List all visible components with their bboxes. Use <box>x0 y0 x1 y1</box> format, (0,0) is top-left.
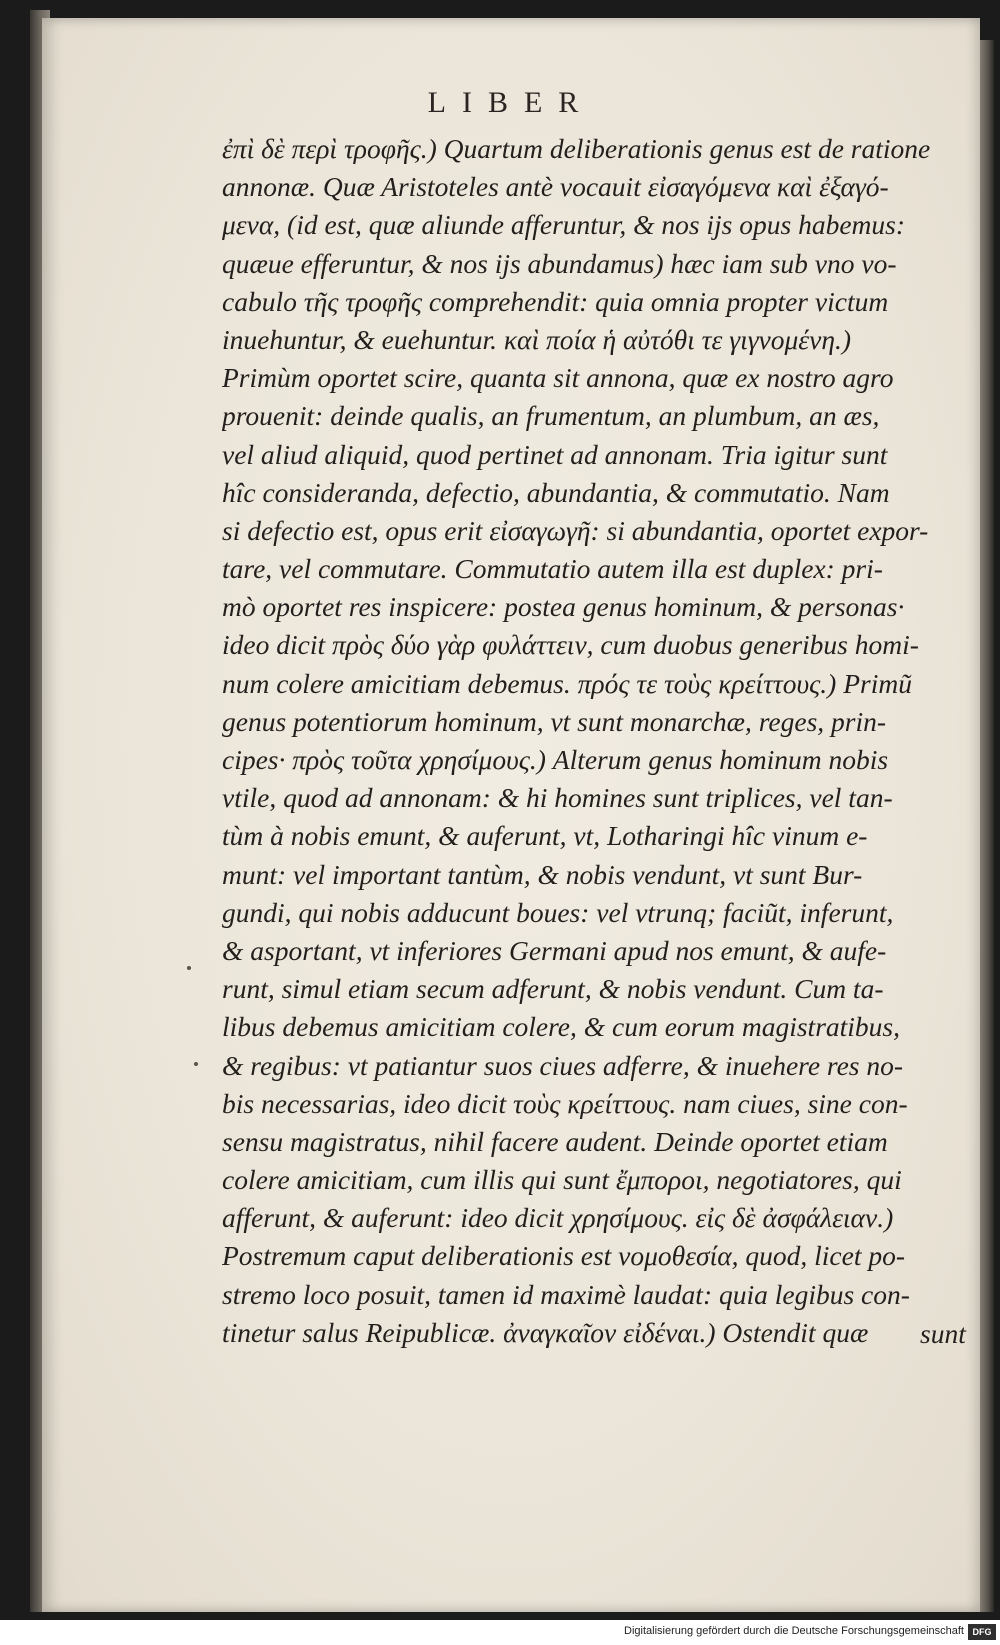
text-line: num colere amicitiam debemus. πρός τε τοὺς κρείττους.) Primũ <box>222 667 912 699</box>
text-line: munt: vel important tantùm, & nobis vendunt, vt sunt Bur- <box>222 858 863 890</box>
dfg-logo: DFG <box>968 1624 996 1640</box>
text-line: μενα, (id est, quæ aliunde afferuntur, & nos ijs opus habemus: <box>222 209 906 241</box>
text-line: cabulo τῆς τροφῆς comprehendit: quia omnia propter victum <box>222 285 889 317</box>
footer <box>0 1620 1000 1645</box>
text-line: & asportant, vt inferiores Germani apud nos emunt, & aufe- <box>222 934 887 966</box>
text-line: hîc consideranda, defectio, abundantia, & commutatio. Nam <box>222 476 890 508</box>
catchword: sunt <box>920 1318 966 1349</box>
text-line: bis necessarias, ideo dicit τοὺς κρείττους. nam ciues, sine con- <box>222 1087 908 1119</box>
text-line: afferunt, & auferunt: ideo dicit χρησίμους. εἰς δὲ ἀσφάλειαν.) <box>222 1202 894 1234</box>
text-line: mò oportet res inspicere: postea genus hominum, & personas· <box>222 591 905 623</box>
text-line: inuehuntur, & euehuntur. καὶ ποία ἡ αὐτόθι τε γιγνομένη.) <box>222 323 852 355</box>
text-line: sensu magistratus, nihil facere audent. Deinde oportet etiam <box>222 1125 888 1157</box>
text-line: Primùm oportet scire, quanta sit annona, quæ ex nostro agro <box>222 362 894 394</box>
text-line: genus potentiorum hominum, vt sunt monarchæ, reges, prin- <box>222 705 887 737</box>
text-line: & regibus: vt patiantur suos ciues adferre, & inuehere res no- <box>222 1049 904 1081</box>
text-line: Postremum caput deliberationis est νομοθεσία, quod, licet po- <box>222 1240 906 1272</box>
text-line: quæue efferuntur, & nos ijs abundamus) hæc iam sub vno vo- <box>222 247 897 279</box>
text-line: cipes· πρὸς τοῦτα χρησίμους.) Alterum genus hominum nobis <box>222 744 889 775</box>
margin-mark <box>194 1062 198 1066</box>
text-line: prouenit: deinde qualis, an frumentum, an plumbum, an æs, <box>222 400 880 432</box>
text-line: vel aliud aliquid, quod pertinet ad annonam. Tria igitur sunt <box>222 438 888 470</box>
text-line: ideo dicit πρὸς δύο γὰρ φυλάττειν, cum duobus generibus homi- <box>222 629 919 661</box>
running-head: LIBER <box>427 86 595 119</box>
funding-credit: Digitalisierung gefördert durch die Deutsche Forschungsgemeinschaft <box>624 1625 964 1637</box>
text-line: runt, simul etiam secum adferunt, & nobis vendunt. Cum ta- <box>222 973 884 1005</box>
text-line: colere amicitiam, cum illis qui sunt ἔμποροι, negotiatores, qui <box>222 1164 902 1196</box>
text-line: tare, vel commutare. Commutatio autem illa est duplex: pri- <box>222 553 883 585</box>
margin-mark <box>187 966 191 970</box>
text-line: tùm à nobis emunt, & auferunt, vt, Lotharingi hîc vinum e- <box>222 820 868 852</box>
text-line: si defectio est, opus erit εἰσαγωγῆ: si abundantia, oportet expor- <box>222 514 929 546</box>
body-text <box>222 130 1000 1352</box>
text-line: tinetur salus Reipublicæ. ἀναγκαῖον εἰδέναι.) Ostendit quæ <box>222 1316 869 1348</box>
text-line: gundi, qui nobis adducunt boues: vel vtrunq; faciũt, inferunt, <box>222 896 894 928</box>
text-line: stremo loco posuit, tamen id maximè laudat: quia legibus con- <box>222 1278 910 1310</box>
text-line: ἐπὶ δὲ περὶ τροφῆς.) Quartum deliberationis genus est de ratione <box>222 133 931 164</box>
book-page <box>42 18 980 1612</box>
text-line: libus debemus amicitiam colere, & cum eorum magistratibus, <box>222 1011 901 1043</box>
text-line: vtile, quod ad annonam: & hi homines sunt triplices, vel tan- <box>222 782 893 814</box>
text-line: annonæ. Quæ Aristoteles antè vocauit εἰσαγόμενα καὶ ἐξαγό- <box>222 171 889 203</box>
